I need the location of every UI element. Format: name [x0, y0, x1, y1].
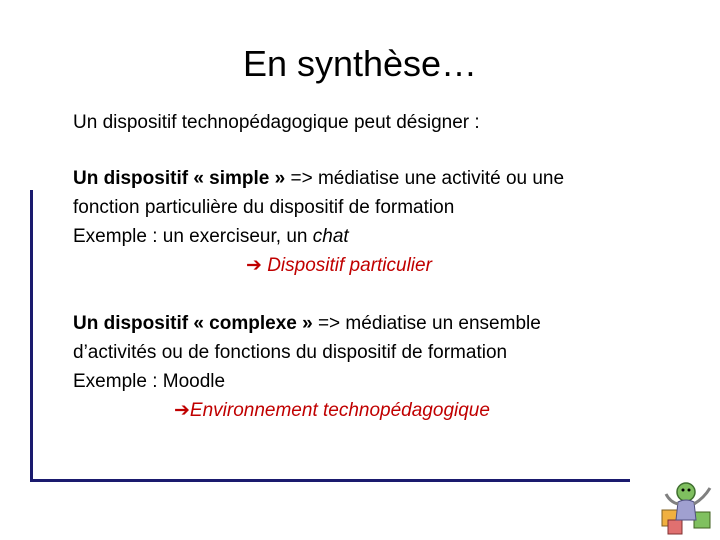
simple-device-result [73, 251, 653, 280]
complex-device-heading: Un dispositif « complexe » [73, 313, 313, 334]
complex-device-description: => médiatise un ensemble [312, 313, 541, 334]
simple-device-description: => médiatise une activité ou une [285, 168, 565, 189]
frame-bottom-border [30, 479, 630, 482]
complex-device-result-text: Environnement technopédagogique [189, 400, 490, 421]
simple-device-description-continued: fonction particulière du dispositif de formation [73, 197, 455, 218]
complex-device-example: Exemple : Moodle [73, 371, 226, 392]
complex-device-result [73, 396, 653, 425]
colorful-figure-logo-icon [660, 480, 716, 536]
intro-text: Un dispositif technopédagogique peut désigner : [73, 112, 480, 133]
simple-device-heading: Un dispositif « simple » [73, 168, 286, 189]
arrow-right-icon: ➔ [174, 400, 190, 421]
arrow-right-icon: ➔ [246, 255, 262, 276]
simple-device-example-prefix: Exemple : un exerciseur, un [73, 226, 313, 247]
slide-title: En synthèse… [242, 43, 478, 84]
complex-device-definition [73, 309, 653, 338]
simple-device-block [73, 164, 653, 280]
simple-device-example-chat: chat [312, 226, 349, 247]
complex-device-block [73, 309, 653, 425]
simple-device-result-text: Dispositif particulier [261, 255, 432, 276]
simple-device-definition [73, 164, 653, 193]
simple-device-example [73, 222, 653, 251]
complex-device-description-continued: d’activités ou de fonctions du dispositif de formation [73, 342, 508, 363]
frame-left-border [30, 190, 33, 482]
